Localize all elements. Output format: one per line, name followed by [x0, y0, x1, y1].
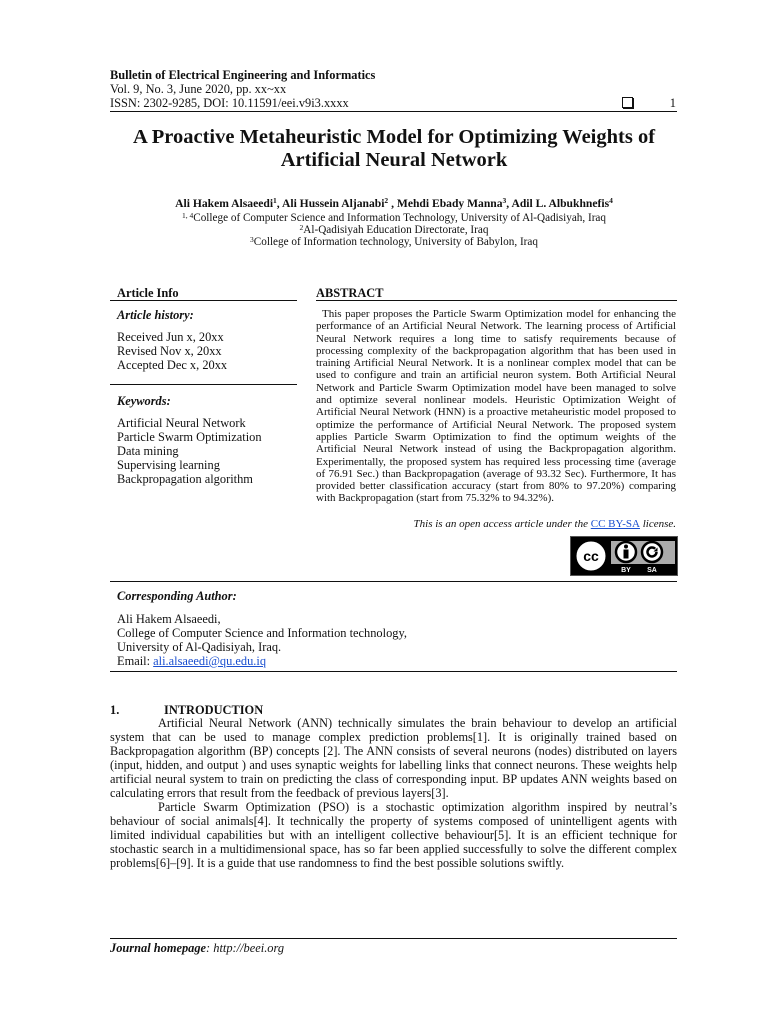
affiliation-text: Al-Qadisiyah Education Directorate, Iraq [303, 224, 489, 236]
intro-paragraph-1 [110, 716, 677, 800]
by-attribution-icon [616, 542, 636, 562]
paragraph-text: Particle Swarm Optimization (PSO) is a stochastic optimization algorithm inspired by neutral’s behaviour of social animals[4]. It technically the property of systems composed of unintelligent agents with limited individual capabilities but with an intelligent collective behaviour[5]. It is an efficient technique for stochastic search in a multidimensional space, has so far been applied successfully to solve the different complex problems[6]–[9]. It is a guide that use randomness to find the best possible solutions swiftly. [110, 800, 677, 870]
cc-by-sa-link[interactable]: CC BY-SA [590, 518, 640, 530]
email-link[interactable]: ali.alsaeedi@qu.edu.iq [153, 654, 267, 668]
corresponding-label: Corresponding Author: [117, 589, 237, 603]
article-info-rule [110, 300, 297, 301]
cc-icon-text: cc [583, 548, 599, 564]
keyword-item: Artificial Neural Network [117, 416, 246, 430]
intro-paragraph-2 [110, 800, 677, 870]
corresponding-author [117, 589, 407, 668]
article-history [117, 308, 297, 372]
author-sup: 1 [273, 196, 277, 205]
affiliation-sup: 2 [299, 223, 304, 232]
affiliation-text: College of Information technology, University of Babylon, Iraq [253, 236, 538, 248]
keywords-block [117, 394, 297, 486]
abstract-heading: ABSTRACT [316, 286, 384, 300]
history-label: Article history: [117, 308, 194, 322]
received-date: Received Jun x, 20xx [117, 330, 224, 344]
oa-prefix: This is an open access article under the [413, 518, 591, 530]
keyword-item: Particle Swarm Optimization [117, 430, 262, 444]
oa-suffix: license. [639, 518, 676, 530]
sa-label: SA [647, 567, 657, 574]
title-line-1: A Proactive Metaheuristic Model for Optimizing Weights of [132, 126, 656, 148]
abstract-rule [316, 300, 677, 301]
author-name: Adil L. Albukhnefis [511, 197, 610, 210]
cc-license-badge[interactable] [570, 536, 678, 576]
corresponding-name: Ali Hakem Alsaeedi, [117, 612, 221, 626]
section-number: 1. [110, 703, 120, 717]
journal-volume: Vol. 9, No. 3, June 2020, pp. xx~xx [110, 82, 287, 96]
author-name: Ali Hussein Aljanabi [281, 197, 385, 210]
cc-badge-graphic [571, 537, 677, 575]
header-rule [110, 111, 677, 112]
paragraph-text: Artificial Neural Network (ANN) technically simulates the brain behaviour to develop an artificial system that can be used to manage complex prediction problems[1]. It is originally trained based on Backpropagation algorithm (BP) concepts [2]. The ANN consists of several neurons (nodes) distributed on layers (input, hidden, and output ) and uses synaptic weights for labelling links that connect neurons. These weights help artificial neural system to train on predicting the class of corresponding input. BP updates ANN weights based on calculating errors that result from the feedback of previous layers[3]. [110, 716, 677, 800]
open-access-note [316, 518, 676, 530]
corresponding-email-line [117, 654, 407, 668]
page-number: 1 [669, 96, 676, 110]
affiliation-sup: 3 [250, 235, 254, 244]
author-sup: 2 [384, 196, 389, 205]
author-name: Ali Hakem Alsaeedi [175, 197, 274, 210]
section-title: INTRODUCTION [164, 703, 264, 717]
affiliation [90, 212, 698, 224]
journal-header [110, 68, 375, 110]
article-info-heading: Article Info [117, 286, 179, 300]
abstract-text: This paper proposes the Particle Swarm Optimization model for enhancing the performance of an Artificial Neural Network. The learning process of Artificial Neural Network requires a long time to satisfy requirements because of processing complexity of the backpropagation algorithm that has been used in training Artificial Neural Network. It is a nonlinear complex model that can be used to configure and train an artificial neuron system. Both Artificial Neural Network and Particle Swarm Optimization model have been managed to solve and optimize several nonlinear models. Heuristic Optimization Weight of Artificial Neural Network (HNN) is a proactive metaheuristic model proposed to optimize the performance of Artificial Neural Network. The proposed system applies Particle Swarm Optimization to find the optimum weights of the Artificial Neural Network instead of using the Backpropagation algorithm. Experimentally, the proposed system has required less processing time (average of 76.91 Sec.) than Backpropagation (average of 93.32 Sec). Furthermore, It has provided better classification accuracy (start from 80% to 97.20%) comparing with Backpropagation (start from 75.32% to 94.32%). [316, 308, 676, 505]
keyword-item: Supervising learning [117, 458, 220, 472]
author-list [90, 197, 698, 210]
corresponding-univ: University of Al-Qadisiyah, Iraq. [117, 640, 282, 654]
accepted-date: Accepted Dec x, 20xx [117, 358, 228, 372]
affiliation [90, 236, 698, 248]
footer-rule [110, 938, 677, 939]
abstract-body [316, 308, 676, 505]
paper-title [100, 126, 688, 172]
by-label: BY [621, 567, 631, 574]
journal-name: Bulletin of Electrical Engineering and Informatics [110, 68, 376, 82]
author-sep: , [388, 197, 397, 210]
square-bullet-icon [622, 97, 633, 108]
keyword-item: Backpropagation algorithm [117, 472, 253, 486]
affiliation [90, 224, 698, 236]
corresponding-dept: College of Computer Science and Information technology, [117, 626, 407, 640]
revised-date: Revised Nov x, 20xx [117, 344, 222, 358]
author-sup: 3 [502, 196, 507, 205]
sa-sharealike-icon [642, 542, 662, 562]
affiliation-text: College of Computer Science and Information Technology, University of Al-Qadisiyah, Iraq [193, 212, 606, 224]
keyword-item: Data mining [117, 444, 179, 458]
author-sep: , [276, 197, 282, 210]
section-rule [110, 671, 677, 672]
journal-footer [110, 941, 284, 956]
footer-url[interactable]: : http://beei.org [206, 941, 285, 955]
title-line-2: Artificial Neural Network [280, 149, 508, 171]
affiliation-sup: 1, 4 [182, 211, 194, 220]
journal-issn: ISSN: 2302-9285, DOI: 10.11591/eei.v9i3.xxxx [110, 96, 349, 110]
author-name: Mehdi Ebady Manna [396, 197, 503, 210]
keywords-label: Keywords: [117, 394, 171, 408]
corresponding-rule [110, 581, 677, 582]
author-sep: , [506, 197, 512, 210]
footer-label: Journal homepage [110, 941, 207, 955]
author-sup: 4 [609, 196, 613, 205]
history-rule [110, 384, 297, 385]
email-label: Email: [117, 654, 154, 668]
